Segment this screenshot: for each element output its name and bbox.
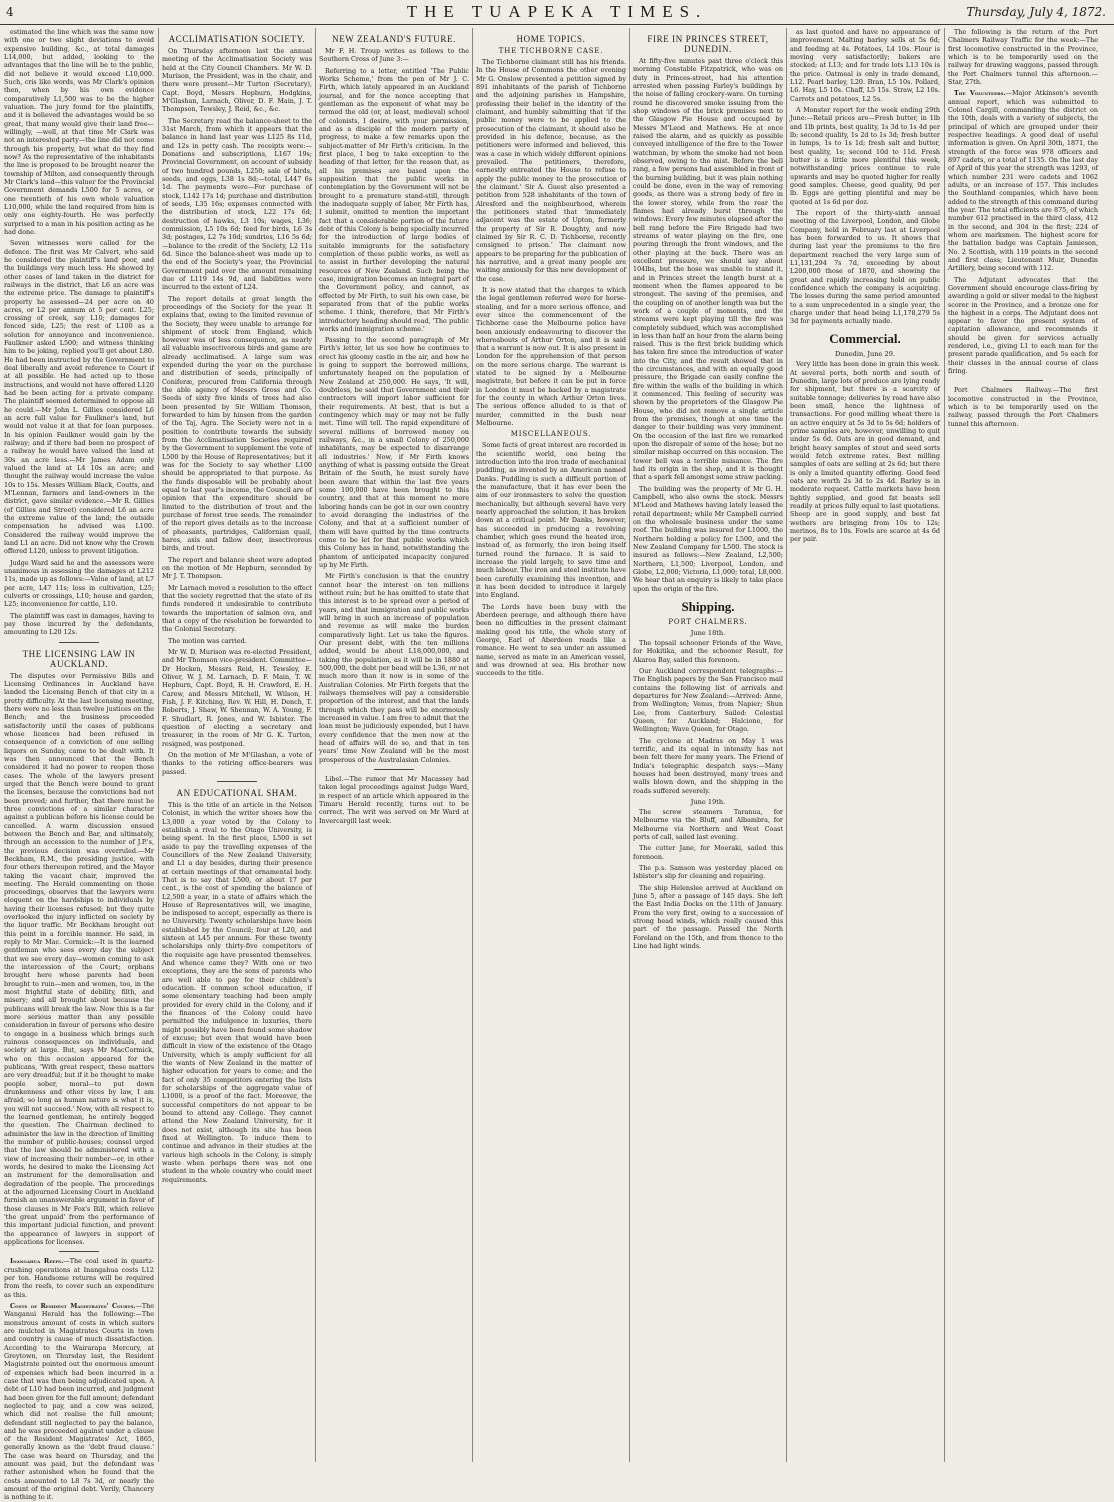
- paragraph-text: MISCELLANEOUS.: [510, 430, 592, 439]
- paragraph-text: AN EDUCATIONAL SHAM.: [176, 787, 298, 798]
- paragraph-text: The building was the property of Mr G. H. Campbell, who also owns the stock. Messrs M'Leod and Mathews having lately leased the retail department; while Mr Campbell carried on the wholesale business under the same roof. The building was insured for L1000, the Northern holding a policy for L500, and the New Zealand Company for L500. The stock is insured as follows:—New Zealand, L2,500; Northern, L1,500; Liverpool, London, and Globe, L2,000; Victoria, L1,000; total, L8,000. We hear that an enquiry is likely to take place upon the origin of the fire.: [633, 484, 783, 593]
- paragraph-text: The disputes over Permissive Bills and Licensing Ordinances in Auckland have landed the Licensing Bench of that city in a pretty difficulty. At the last licensing meeting, there were no less than twelve justices on the Bench; and the business proceeded satisfactorily until the cases of publicans whose licences had been refused in consequence of a conviction of one selling liquors on Sunday, came to be dealt with. It was then announced that the Bench considered it had no power to reopen those cases. The whole of the lawyers present urged that the Bench were bound to grant the licenses, because the convictions had not been proved; and further, that there must be three convictions of a similar character against a publican before his license could be cancelled. A warm discussion ensued between the Bench and Bar, and ultimately, through an accession to the number of J.P.'s, the previous decision was overruled.—Mr Beckham, R.M., the presiding justice, with four others thereupon retired, and the Mayor taking the vacant chair, improved the meeting. The Herald commenting on those proceedings, observes that the lawyers were eloquent on the hardships to individuals by having their licenses refused; but they quite overlooked the injury inflicted on society by the liquor traffic. Mr Beckham brought out this point in a forcible manner. He said, in reply to Mr Mac. Cormick:—It is the learned gentleman who sees every day the subject that we see every day—women coming to ask the intercession of the Court; orphans brought here whose parents had been brought to ruin—men and women, too, in the most frightful state of debility, filth, and misery; and all brought about because the publicans will break the law. Now this is a far more serious matter than any possible consideration in favour of persons who desire to engage in a business which brings such ruinous consequences on individuals, and society at large. But, says Mr MacCormick, who on this occasion appeared for the publicans, 'With great respect, these matters are very dreadful; but if it be thought to make people sober, moral—to put down drunkenness and other vices by law, I am afraid, so long as human nature is what it is, you will not succeed.' Now, with all respect to the learned gentleman, he entirely begged the question. The Chairman declined to administer the law in the direction of limiting the number of public-houses; counsel urged that the law should be administered with a view of increasing their number—or, in other words, he desired to make the Licensing Act an instrument for the demoralisation and degradation of the people. The proceedings at the adjourned Licensing Court in Auckland furnish an unanswerable argument in favor of those clauses in Mr Fox's Bill, which relieve 'the great unpaid' from the performance of this important judicial function, and prevent the appearance of lawyers in support of applications for licenses.: [4, 671, 154, 1246]
- article-paragraph: [633, 737, 783, 795]
- paragraph-text: The screw steamers Taranua, for Melbourne via the Bluff, and Albambra, for Melbourne via Northern and West Coast ports of call, sailed last evening.: [633, 807, 783, 841]
- column-rule: [944, 28, 945, 1462]
- paragraph-text: It is now stated that the charges to which the legal gentlemen referred were for horse-stealing, and for a more serious offence, and ever since the commencement of the Tichborne case the Melbourne police have been anxiously endeavouring to discover the whereabouts of Arthur Orton, and it is said that a warrant is now out. It is also present in London for the apprehension of that person on the more serious charge. The warrant is stated to be signed by a Melbourne magistrate, but before it can be put in force in London it must be backed by a magistrate for the county in which Arthur Orton lives. The serious offence alluded to is that of murder, committed in the bush near Melbourne.: [476, 285, 626, 428]
- column-rule: [472, 28, 473, 1462]
- paragraph-text: Mr Firth's conclusion is that the country cannot bear the interest on ten millions without ruin; but he has omitted to state that this interest is to be spread over a period of years, and that immigration and public works will bring in such an increase of population and revenue as will make the burden comparatively light. Let us take the figures. Our present debt, with the ten millions added, would be about L18,000,000, and taking the population, as it will be in 1880 at 500,000, the debt per head will be L36, or not much more than it now is in some of the Australian Colonies. Mr Firth forgets that the railways themselves will pay a considerable proportion of the interest, and that the lands through which they pass will be enormously increased in value. I am free to admit that the loan must be judiciously expended, but I have every confidence that the men now at the head of affairs will do so, and that in ten years' time New Zealand will be the most prosperous of the Australasian Colonies.: [319, 572, 469, 764]
- paragraph-text: Judge Ward said he and the assessors were unanimous in assessing the damages at L212 11s, made up as follows:—Value of land, at L7 per acre, L47 11s; loss in cultivation, L25; culverts or crossings, L10; house and garden, L25; inconvenience for cattle, L10.: [4, 558, 154, 609]
- article-paragraph: [162, 556, 312, 581]
- paragraph-text: June 18th.: [690, 629, 726, 637]
- column-6: [790, 28, 940, 1462]
- paragraph-text: THE LICENSING LAW IN AUCKLAND.: [22, 648, 136, 669]
- article-paragraph: [948, 28, 1098, 86]
- paragraph-text: Passing to the second paragraph of Mr Firth's letter, let us see how he continues to erect his gloomy castle in the air, and how he is going to support the borrowed millions, unfortunately heaped on the population of New Zealand at 250,000. He says, 'It will, doubtless, be said that Government and their contractors will import labor sufficient for their requirements. At best, that is but a contingency which may or may not be fully met. Time will tell. The rapid expenditure of several millions of borrowed money on railways, &c., in a small Colony of 250,000 inhabitants, may be expected to disarrange all industries.' Now, if Mr Firth knows anything of what is passing outside the Great Britain of the South, he must surely have been aware that within the last five years some 100,000 have been brought to this country, and that at this moment no more laboring hands can be got in our own country to avoid deranging the industries of the Colony, and that at a sufficient number of them will have quitted by the time contracts come to be let for that public works which this Colony has in hand, notwithstanding the phantom of anticipated incapacity conjured up by Mr Firth.: [319, 336, 469, 570]
- article-paragraph: [790, 106, 940, 206]
- paragraph-text: The topsail schooner Friends of the Wave, for Hokitika, and the schooner Result, for Akaroa Bay, sailed this forenoon.: [633, 639, 783, 664]
- article-paragraph: [948, 276, 1098, 376]
- column-1: [4, 28, 154, 1502]
- article-paragraph: [633, 667, 783, 734]
- column-7: [948, 28, 1098, 1462]
- article-paragraph: [162, 751, 312, 776]
- separator: [374, 769, 414, 770]
- paragraph-text: The ship Helenslee arrived at Auckland on June 5, after a passage of 145 days. She left the East India Docks on the 11th of January. From the very first, owing to a succession of strong head winds, which really caused this part of the passage. Passed the North Foreland on the 15th, and from thence to the Line had light winds.: [633, 883, 783, 950]
- column-2: [162, 28, 312, 1462]
- paragraph-text: estimated the line which was the same now with one or two slight deviations to avoid expensive building, &c., at total damages L14,000, but added, looking to the advantages that the line will be to the public, did not believe it would exceed L10,000. Such, cris like words, was Mr Clark's opinion then, when by his own evidence comparatively L1,500 was to be the higher valuation. The jury found for the plaintiffs, and it is believed the advantages would be so great, that many would give their land free—willingly, —well, at that time Mr Clark was not an interested party—the line did not come through his property, but what do they find now? As the representative of the inhabitants the line is proposed to be brought nearer the township of Milton, and consequently through Mr Clark's land—this valuer for the Provincial Government demands L500 for 5 acres, or one twentieth of his own whole valuation L10,000, while the land required from him is only one eighty-fourth. He was perfectly surprised to a man in his position acting as he had done.: [4, 28, 154, 236]
- issue-date: Thursday, July 4, 1872.: [966, 5, 1106, 19]
- article-paragraph: [476, 286, 626, 428]
- paragraph-text: FIRE IN PRINCES STREET, DUNEDIN.: [647, 34, 769, 54]
- paragraph-text: HOME TOPICS.: [516, 34, 586, 44]
- paragraph-text: Seven witnesses were called for the defence. The first was Mr Calvert, who said he considered the plaintiff's land poor, and the buildings very much less. He showed by other cases of land taken in the district for railways in the district, that L6 an acre was the extreme price. The damage to plaintiff's property he assessed—24 per acre on 40 acres, or L2 per annum at 5 per cent. L25; crossing of creek, say L10; damages for fenced side, L25; the rest of L100 as a solution for annoyance and inconvenience. Faulkner asked L500; and witness thinking him to be joking, replied you'll get about L80. He had been instructed by the Government to deal liberally and avoid reference to Court if at all possible. He had acted up to those instructions, and would not have offered L120 had he been acting for a private company. The plaintiff seemed determined to oppose all he could.—Mr John L. Gillies considered L6 an acre full value for Faulkner's land, but would not value it at that for loan purposes. In his opinion Faulkner would gain by the railway; and if there had been no prospect of a railway he would have valued the land at 30s an acre less.—Mr James Adam only valued the land at L4 10s an acre; and thought the railway would increase the value 10s to 15s. Messrs William Black, Coutts, and M'Lennan, farmers and land-owners in the district, gave similar evidence.—Mr R. Gillies (of Gillies and Street) considered L6 an acre the extreme value of the land; the outside compensation he advised was L100. Considered the railway would improve the land L1 an acre. Did not know why the Crown offered L120, unless to prevent litigation.: [4, 239, 154, 556]
- article-paragraph: [162, 47, 312, 114]
- article-paragraph: [4, 672, 154, 1247]
- dateline: [633, 798, 783, 806]
- article-paragraph: [319, 572, 469, 764]
- column-4: [476, 28, 626, 1462]
- article-paragraph: [633, 844, 783, 861]
- column-rule: [315, 28, 316, 1462]
- page-number: 4: [6, 5, 14, 19]
- paragraph-text: NEW ZEALAND'S FUTURE.: [332, 34, 456, 44]
- article-paragraph: [319, 67, 469, 334]
- newspaper-title: THE TUAPEKA TIMES.: [406, 2, 708, 21]
- column-5: [633, 28, 783, 1462]
- paragraph-text: —The coal used in quartz-crushing operations at Inangahua costs L12 per ton. Handsome returns will be required from the reefs, to cover such an expenditure as this.: [4, 1257, 154, 1299]
- paragraph-text: The report details at great length the proceedings of the Society for the year. It explains that, owing to the limited revenue of the Society, they were unable to arrange for shipment of stock from England, which however was of less consequence, as nearly all valuable insectivorous birds and game are already acclimatised. A large sum was expended during the year on the purchase and distribution of seeds, principally of Coniferæ, procured from California through the able agency of Messrs Gross and Co. Seeds of sixty five kinds of trees had also been presented by Sir William Thomson, forwarded to him by hinsen from the garden of the Taj, Agra. The Society were not in a position to contribute towards the subsidy from the Acclimatisation Societies required by the Government to supplement the vote of L500 by the House of Representatives; but it was for the Society to say whether L100 should be appropriated to that purpose. As the funds disposable will be probably about equal to last year's income, the Council are of opinion that the expenditure should be limited to the distribution of trout and the purchase of forest tree seeds. The remainder of the report gives details as to the increase of pheasants, partridges, Californian quail, hares, axis and fallow deer, insectivorous birds, and trout.: [162, 294, 312, 553]
- article-paragraph: [162, 801, 312, 1184]
- article-paragraph: [633, 884, 783, 951]
- paragraph-text: Commercial.: [829, 331, 901, 347]
- paragraph-text: The report and balance sheet were adopted on the motion of Mr Hepburn, seconded by Mr J. T. Thompson.: [162, 555, 312, 581]
- article-paragraph: [790, 28, 940, 103]
- article-headline: [476, 47, 626, 55]
- article-paragraph: [476, 603, 626, 678]
- article-paragraph: [633, 485, 783, 593]
- paragraph-text: Some facts of great interest are recorded in the scientific world, one being the introduction into the iron trade of mechanical puddling, as invented by an American named Danks. Puddling is such a difficult portion of the manufacture, that it has ever been the aim of our ironmasters to solve the question mechanically, but although several have very nearly approached the solution, it has broken down at a critical point. Mr Danks, however, has succeeded in producing a revolving chamber, which goes round the heated iron, instead of, as formerly, the iron being itself turned round the furnace. It is said to increase the yield largely, to save time and much labour. The iron and steel institute have been carefully examining this invention, and it has been decided to introduce it largely into England.: [476, 441, 626, 600]
- article-paragraph: [633, 808, 783, 841]
- article-paragraph: [4, 28, 154, 236]
- article-paragraph: [476, 441, 626, 599]
- paragraph-text: The Secretary read the balance-sheet to the 31st March, from which it appears that the balance in hand last year was L125 8s 11d, and 12s in petty cash. The receipts were:—Donations and subscriptions, L167 19s; Provincial Government, on account of subsidy of two hundred pounds, L250; sale of birds, seeds, and eggs, L38 1s 8d;—total, L447 6s 1d. The payments were—For purchase of stock, L142 17s 1d; purchase and distribution of seeds, L35 16s; expenses connected with the distribution of stock, L22 17s 6d; destruction of hawks, L3 10s; wages, L36; commission, L5 10s 6d; feed for birds, L6 3s 3d; postages, L2 7s 10d; sundries, L16 5s 6d;—balance to the credit of the Society, L2 11s 6d. Since the balance-sheet was made up to the end of the Society's year, the Provincial Government paid over the amount remaining due of L119 14s 9d, and liabilities were incurred to the extent of L24.: [162, 116, 312, 292]
- article-paragraph: [476, 58, 626, 283]
- paragraph-text: This is the title of an article in the Nelson Colonist, in which the writer shows how the L3,000 a year voted by the Colony to establish a rival to the Otago University, is being spent. In the first place, L500 is set aside to pay the travelling expenses of the Councillors of the New Zealand University, and L1 a day besides, during their presence at certain meetings of that ornamental body. That is to say that L500, or about 17 per cent., is the cost of spending the balance of L2,500 a year, in a state of affairs which the House of Representatives will, we imagine, be indisposed to accept, especially as there is no University. Twenty scholarships have been established by the Council; four at L20, and sixteen at L45 per annum. For these twenty scholarships only thirty-five competitors of the requisite age have presented themselves. And whence came they? With one or two exceptions, they are the sons of parents who are well able to pay for their children's education. If common school education, if some elementary teaching had been amply provided for every child in the Colony, and if the finances of the Colony could have permitted the indulgence in luxuries, there might possibly have been found some shadow of excuse; but even that would have been difficult in view of the existence of the Otago University, which is amply sufficient for all the wants of New Zealand in the matter of higher education for years to come; and the fact of only 35 competitors entering the lists for scholarships of the aggregate value of L1000, is a proof of the fact. Moreover, the successful competitors do not appear to be bound to attend any College. They cannot attend the New Zealand University, for it does not exist, although its site has been fixed at Wellington. To induce them to continue and advance in their studies at the various high schools in the Colony, is simply waste when perhaps there was not one student in the whole country who could meet requirements.: [162, 800, 312, 1184]
- article-paragraph: [790, 360, 940, 543]
- article-headline: [633, 34, 783, 54]
- dateline: [633, 629, 783, 637]
- paragraph-text: Libel.—The rumor that Mr Macassey had taken legal proceedings against Judge Ward, in respect of an article which appeared in the Timaru Herald recently, turns out to be correct. The writ was served on Mr Ward at Invercargill last week.: [319, 774, 469, 825]
- article-paragraph: [162, 295, 312, 553]
- article-paragraph: [633, 639, 783, 664]
- paragraph-text: Shipping.: [681, 599, 735, 614]
- paragraph-text: —Major Atkinson's seventh annual report, which was submitted to Colonel Cargill, commanding the district on the 10th, deals with a variety of subjects, the principal of which are grouped under their respective headings. A good deal of useful information is given. On April 30th, 1871, the strength of the force was 978 officers and 897 cadets, or a total of 1135. On the last day of April of this year the strength was 1293, of which number 231 were cadets and 1062 adults, or an increase of 157. This includes the Southland companies, which have been added to the strength of this command during the year. The total efficients are 875, of which number 612 practised in the third class, 412 in the second, and 304 in the first; 224 of whom are marksmen. The highest score for the battalion badge was Captain Jamieson, No. 2 Scottish, with 119 points in the second and first class; Lieutenant Muir, Dunedin Artillery, being second with 112.: [948, 89, 1098, 273]
- article-paragraph: [633, 57, 783, 482]
- paragraph-text: The cyclone at Madras on May 1 was terrific, and its equal in intensity has not been felt there for many years. The Friend of India's telegraphic despatch says:—Many houses had been destroyed, many trees and walls blown down, and the shipping in the roads suffered severely.: [633, 736, 783, 795]
- paragraph-text: Mr W. D. Murison was re-elected President, and Mr Thomson vice-president. Committee—Dr Hocken, Messrs Reid, H. Tewsley, E. Oliver, W. J. M. Larnach, D. F. Main, T. W. Hepburn, Capt. Boyd, R. H. Crawford, E. H. Carew, and Messrs Mitchell, W. Wilson, H. Fish, J. F. Kitching, Rev. W. Hill, H. Dench, T. Roberts, J. Shaw, W. Shennan, W. A. Young, F. F. Shudlart, R. Jones, and W. Isbister. The question of electing a secretary and treasurer, in the room of Mr G. K. Turton, resigned, was postponed.: [162, 647, 312, 748]
- paragraph-text: The Tichborne claimant still has his friends. In the House of Commons the other evening Mr G. Onslow presented a petition signed by 891 inhabitants of the parish of Tichborne and the adjoining parishes in Hampshire, professing their belief in the identity of the claimant, and humbly submitting that 'if the public money were to be applied to the prosecution of the claimant, it should also be provided in his defence, because, as the petitioners were informed and believed, this was a case in which widely different opinions prevailed. The petitioners, therefore, earnestly entreated the House to refuse to apply the public money to the prosecution of the claimant.' Sir A. Guest also presented a petition from 528 inhabitants of the town of Alresford and the neighbourhood, wherein the petitioners stated that 'immediately adjacent was the estate of Upton, formerly the property of Sir R. Doughty, and now claimed by Sir R. C. D. Tichborne, recently consigned to prison.' The claimant now appears to be preparing for the publication of his narrative, and a great many people are waiting anxiously for this new development of the case.: [476, 58, 626, 283]
- separator: [59, 642, 99, 643]
- article-paragraph: [162, 648, 312, 748]
- paragraph-text: At fifty-five minutes past three o'clock this morning Constable Fitzpatrick, who was on duty in Princes-street, had his attention arrested when passing Farley's buildings by the noise of falling crockery-ware. On turning round he discovered smoke issuing from the shop windows of the brick premises next to the Glasgow Pie House and occupied by Messrs M'Leod and Mathews. He at once raised the alarm, and as quickly as possible conveyed intelligence of the fire to the Tower watchman, by whom the smoke had not been observed, owing to the mist. Before the bell rang, a few persons had assembled in front of the burning building, but it was plain nothing could be done, even in the way of removing goods, as there was a strong body of fire in the lower storey, while from the rear the flames had already burst through the windows. Every few minutes elapsed after the bell rang before the Fire Brigade had two streams of water playing on the fire, one pouring through the front windows, and the other playing at the back. There was an excellent pressure, we should say about 104lbs, but the hose was unable to stand it, and in Princes street the length burst at a moment when the flames appeared to be strongest. The saving of the premises, and the coupling on of another length was but the work of a couple of moments, and the streams were kept playing till the fire was completely subdued, which was accomplished in less than half an hour from the alarm being raised. This is the first brick building which has taken fire since the introduction of water into the City, and the result showed that in the circumstances, and with an equally good pressure, the Brigade can easily confine the fire within the walls of the building in which it commenced. This feeling of security was shown by the proprietors of the Glasgow Pie House, who did not remove a single article from the premises, though at one time the danger to their building was very imminent. On the occasion of the last fire we remarked upon the disrepair of some of the hose; but no similar mishap occurred on this occasion. The tower bell was a terrible nuisance. The fire had its origin in the shop, and it is thought that a spark fell amongst some straw packing.: [633, 57, 783, 482]
- paragraph-text: ACCLIMATISATION SOCIETY.: [168, 34, 306, 44]
- section-heading: [790, 331, 940, 347]
- section-heading: [633, 599, 783, 615]
- article-paragraph: [948, 89, 1098, 272]
- paragraph-text: Mr F. H. Troup writes as follows to the Southern Cross of June 3:—: [319, 47, 469, 64]
- article-paragraph: [4, 1257, 154, 1299]
- article-paragraph: [162, 117, 312, 292]
- paragraph-text: The p.s. Samson was yesterday placed on Isbister's slip for cleaning and repairing.: [633, 863, 783, 881]
- paragraph-text: Port Chalmers Railway.—The first locomotive constructed in the Province, which is to be temporarily used on the railway, passed through the Port Chalmers tunnel this afternoon.: [948, 386, 1098, 428]
- paragraph-text: PORT CHALMERS.: [668, 618, 748, 626]
- article-headline: [476, 34, 626, 44]
- paragraph-text: The plaintiff was cast in damages, having to pay those incurred by the defendants, amounting to L20 12s.: [4, 611, 154, 637]
- separator: [1003, 380, 1043, 381]
- dateline: [790, 350, 940, 358]
- article-headline: [633, 618, 783, 626]
- article-paragraph: [4, 1302, 154, 1502]
- article-paragraph: [790, 209, 940, 326]
- paragraph-lead: The Volunteers.: [954, 89, 1006, 98]
- article-headline: [4, 649, 154, 669]
- separator: [59, 1251, 99, 1252]
- article-paragraph: [4, 612, 154, 637]
- article-headline: [476, 430, 626, 438]
- paragraph-text: The cutter Jane, for Moeraki, sailed this forenoon.: [633, 844, 783, 861]
- article-paragraph: [4, 559, 154, 609]
- article-headline: [162, 788, 312, 798]
- article-paragraph: [162, 584, 312, 634]
- column-rule: [158, 28, 159, 1462]
- paragraph-text: June 19th.: [690, 797, 726, 806]
- paragraph-text: Our Auckland correspondent telegraphs:—The English papers by the San Francisco mail contains the following list of arrivals and departures for New Zealand:—Arrived: Anne, from Wellington; Venus, from Napier; Shun Lee, from Canterbury. Sailed: Celestial Queen, for Auckland; Halcione, for Wellington; Wave Queen, for Otago.: [633, 666, 783, 734]
- paragraph-lead: Costs of Resident Magistrates' Courts.: [10, 1301, 136, 1310]
- paragraph-text: Dunedin, June 29.: [834, 350, 896, 359]
- paragraph-text: —The Wanganui Herald has the following:—The monstrous amount of costs in which suitors are mulcted in Magistrates Courts in town and country is cause of much dissatisfaction. According to the Wairarapa Mercury, at Greytown, on Thursday last, the Resident Magistrate pointed out the enormous amount of expenses which had been incurred in a case that was then being adjudicated upon. A debt of L10 had been incurred, and judgment had been given for the full amount; defendant neglected to pay, and a cow was seized, which did not realise the full amount; defendant still neglected to pay the balance, and he was proceeded against under a clause of the Resident Magistrates' Act, 1865, generally known as the 'debt fraud clause.' The case was heard on Thursday, and the amount was paid, but the defendant was rather astonished when he found that the costs amounted to L8 7s 3d, or nearly the amount of the original debt. Verily, Chancery is nothing to it.: [4, 1301, 154, 1502]
- article-paragraph: [319, 47, 469, 64]
- paragraph-text: On Thursday afternoon last the annual meeting of the Acclimatisation Society was held at the City Council Chambers. Mr W. D. Murison, the President, was in the chair, and there were present—Mr Turton (Secretary), Capt. Boyd, Messrs Hepburn, Hodgkins, M'Glashan, Larnach, Oliver, D. F. Main, J. T. Thompson, Tewsley, J. Reid, &c., &c.: [162, 47, 312, 114]
- paragraph-text: A Monster report for the week ending 29th June:—Retail prices are—Fresh butter, in 1lb and 1lb prints, best quality, 1s 3d to 1s 4d per lb; second quality, 1s 2d to 1s 3d; fresh butter in lumps, 1s to 1s 1d; fresh salt and butter, best quality, 1s; second 10d to 11d. Fresh butter is a little more plentiful this week, notwithstanding prices continue to rule upwards and may be quoted higher for really good samples. Cheese, good quality, 9d per lb. Eggs are getting plentiful and may be quoted at 1s 6d per doz.: [790, 105, 940, 206]
- paragraph-text: On the motion of Mr M'Glashan, a vote of thanks to the retiring office-bearers was passed.: [162, 750, 312, 776]
- paragraph-text: Mr Larnach moved a resolution to the effect that the society regretted that the state of its funds rendered it undesirable to contribute towards the importation of salmon ova, and that a copy of the resolution be forwarded to the Colonial Secretary.: [162, 583, 312, 634]
- article-headline: [162, 34, 312, 44]
- article-paragraph: [319, 336, 469, 569]
- separator: [217, 781, 257, 782]
- column-rule: [629, 28, 630, 1462]
- article-paragraph: [4, 239, 154, 555]
- paragraph-text: The following is the return of the Port Chalmers Railway Traffic for the week:—The first locomotive constructed in the Province, which is to be temporarily used on the railway for drawing waggons, passed through the Port Chalmers tunnel this afternoon.—Star, 27th.: [948, 28, 1098, 86]
- article-paragraph: [633, 864, 783, 881]
- article-paragraph: [319, 775, 469, 825]
- article-paragraph: [162, 637, 312, 645]
- paragraph-lead: Inangahua Reefs.: [10, 1257, 64, 1266]
- article-paragraph: [948, 386, 1098, 428]
- paragraph-text: THE TICHBORNE CASE.: [498, 47, 604, 55]
- paragraph-text: The report of the thirty-sixth annual meeting of the Liverpool, London, and Globe Company, held in February last at Liverpool has been forwarded to us. It shows that during last year the premiums to the fire department reached the very large sum of L1,131,294 7s 7d, exceeding by about L200,000 those of 1870, and showing the great and rapidly increasing hold on public confidence which the company is acquiring. The losses during the same period amounted to a sum unprecedented in a single year, the charge under that head being L1,178,279 5s 3d for payments actually made.: [790, 208, 940, 326]
- paragraph-text: The Adjutant advocates that the Government should encourage class-firing by awarding a gold or silver medal to the highest scorer in the Province, and a bronze one for the highest in a corps. The Adjutant does not appear to favor the present system of capitation allowance, and recommends it should be given for services actually rendered, i.e., giving L1 to each man for the present parade qualification, and 5s each for their classes in the annual course of class firing.: [948, 275, 1099, 376]
- masthead: [0, 0, 1114, 25]
- column-3: [319, 28, 469, 1462]
- paragraph-text: The motion was carried.: [168, 636, 247, 645]
- column-rule: [786, 28, 787, 1462]
- paragraph-text: Very little has been done in grain this week. At several ports, both north and south of Dunedin, large lots of produce are lying ready for shipment, but there is a scarcity of suitable tonnage; deliveries by road have also been small, hence the lightness of transactions. For good milling wheat there is an active enquiry at 5s 3d to 5s 6d; holders of prime samples are, however, unwilling to quit under 5s 6d. Oats are in good demand, and bright heavy samples of stout and seed sorts would fetch extreme rates. Best milling samples of oats are selling at 2s 6d; but there is only a limited quantity offering. Good feed oats are worth 2s 3d to 2s 4d. Barley is in moderate request. Cattle markets have been lightly supplied, and good fat beasts sell readily at prices fully equal to last quotations. Sheep are in good supply, and best fat wethers are bringing from 10s to 12s; merinos, 8s to 10s. Fowls are scarce at 4s 6d per pair.: [790, 360, 940, 544]
- article-headline: [319, 34, 469, 44]
- paragraph-text: Referring to a letter, entitled 'The Public Works Scheme,' from the pen of Mr J. C. Firth, which lately appeared in an Auckland journal, and for the nonce accepting that gentleman as the exponent of what may be termed the old (or, at least, medieval) school of colonists, I desire, with your permission, and as a disciple of the modern party of progress, to make a few remarks upon the subject-matter of Mr Firth's criticism. In the first place, I beg to take exception to the heading of that letter, for the reason that, as all his premises are based upon the supposition that the public works in contemplation by the Government will not be brought to a premature stand-still, through the inadequate supply of labor, Mr Firth has, I submit, omitted to mention the important fact that a considerable portion of the future debt of this Colony is being specially incurred for the introduction of large bodies of suitable immigrants for the satisfactory completion of these public works, as well as to assist in further developing the natural resources of New Zealand. Such being the case, immigration becomes an integral part of the Government policy, and cannot, as effected by Mr Firth, to suit his own case, be separated from that of the public works scheme. I think, therefore, that Mr Firth's introductory heading should read, 'The public works and immigration scheme.': [319, 66, 470, 333]
- paragraph-text: The Lords have been busy with the Aberdeen peerage, and although there have been no difficulties in the present claimant making good his title, the whole story of George, Earl of Aberdeen reads like a romance. He went to sea under an assumed name, served as mate in an American vessel, and was drowned at sea. His brother now succeeds to the title.: [476, 602, 626, 678]
- paragraph-text: as last quoted and have no appearance of improvement. Malting barley sells at 5s 6d; and feeding at 4s. Potatoes, L4 10s. Flour is moving very satisfactorily; bakers are stocked; at L13; and for trade lots L13 10s is the price. Oatmeal is only in trade demand, L12. Pearl barley, L20. Bran, L5 10s. Pollard, L6. Hay, L5 10s. Chaff, L5 15s. Straw, L2 10s. Carrots and potatoes, L2 5s.: [790, 28, 940, 103]
